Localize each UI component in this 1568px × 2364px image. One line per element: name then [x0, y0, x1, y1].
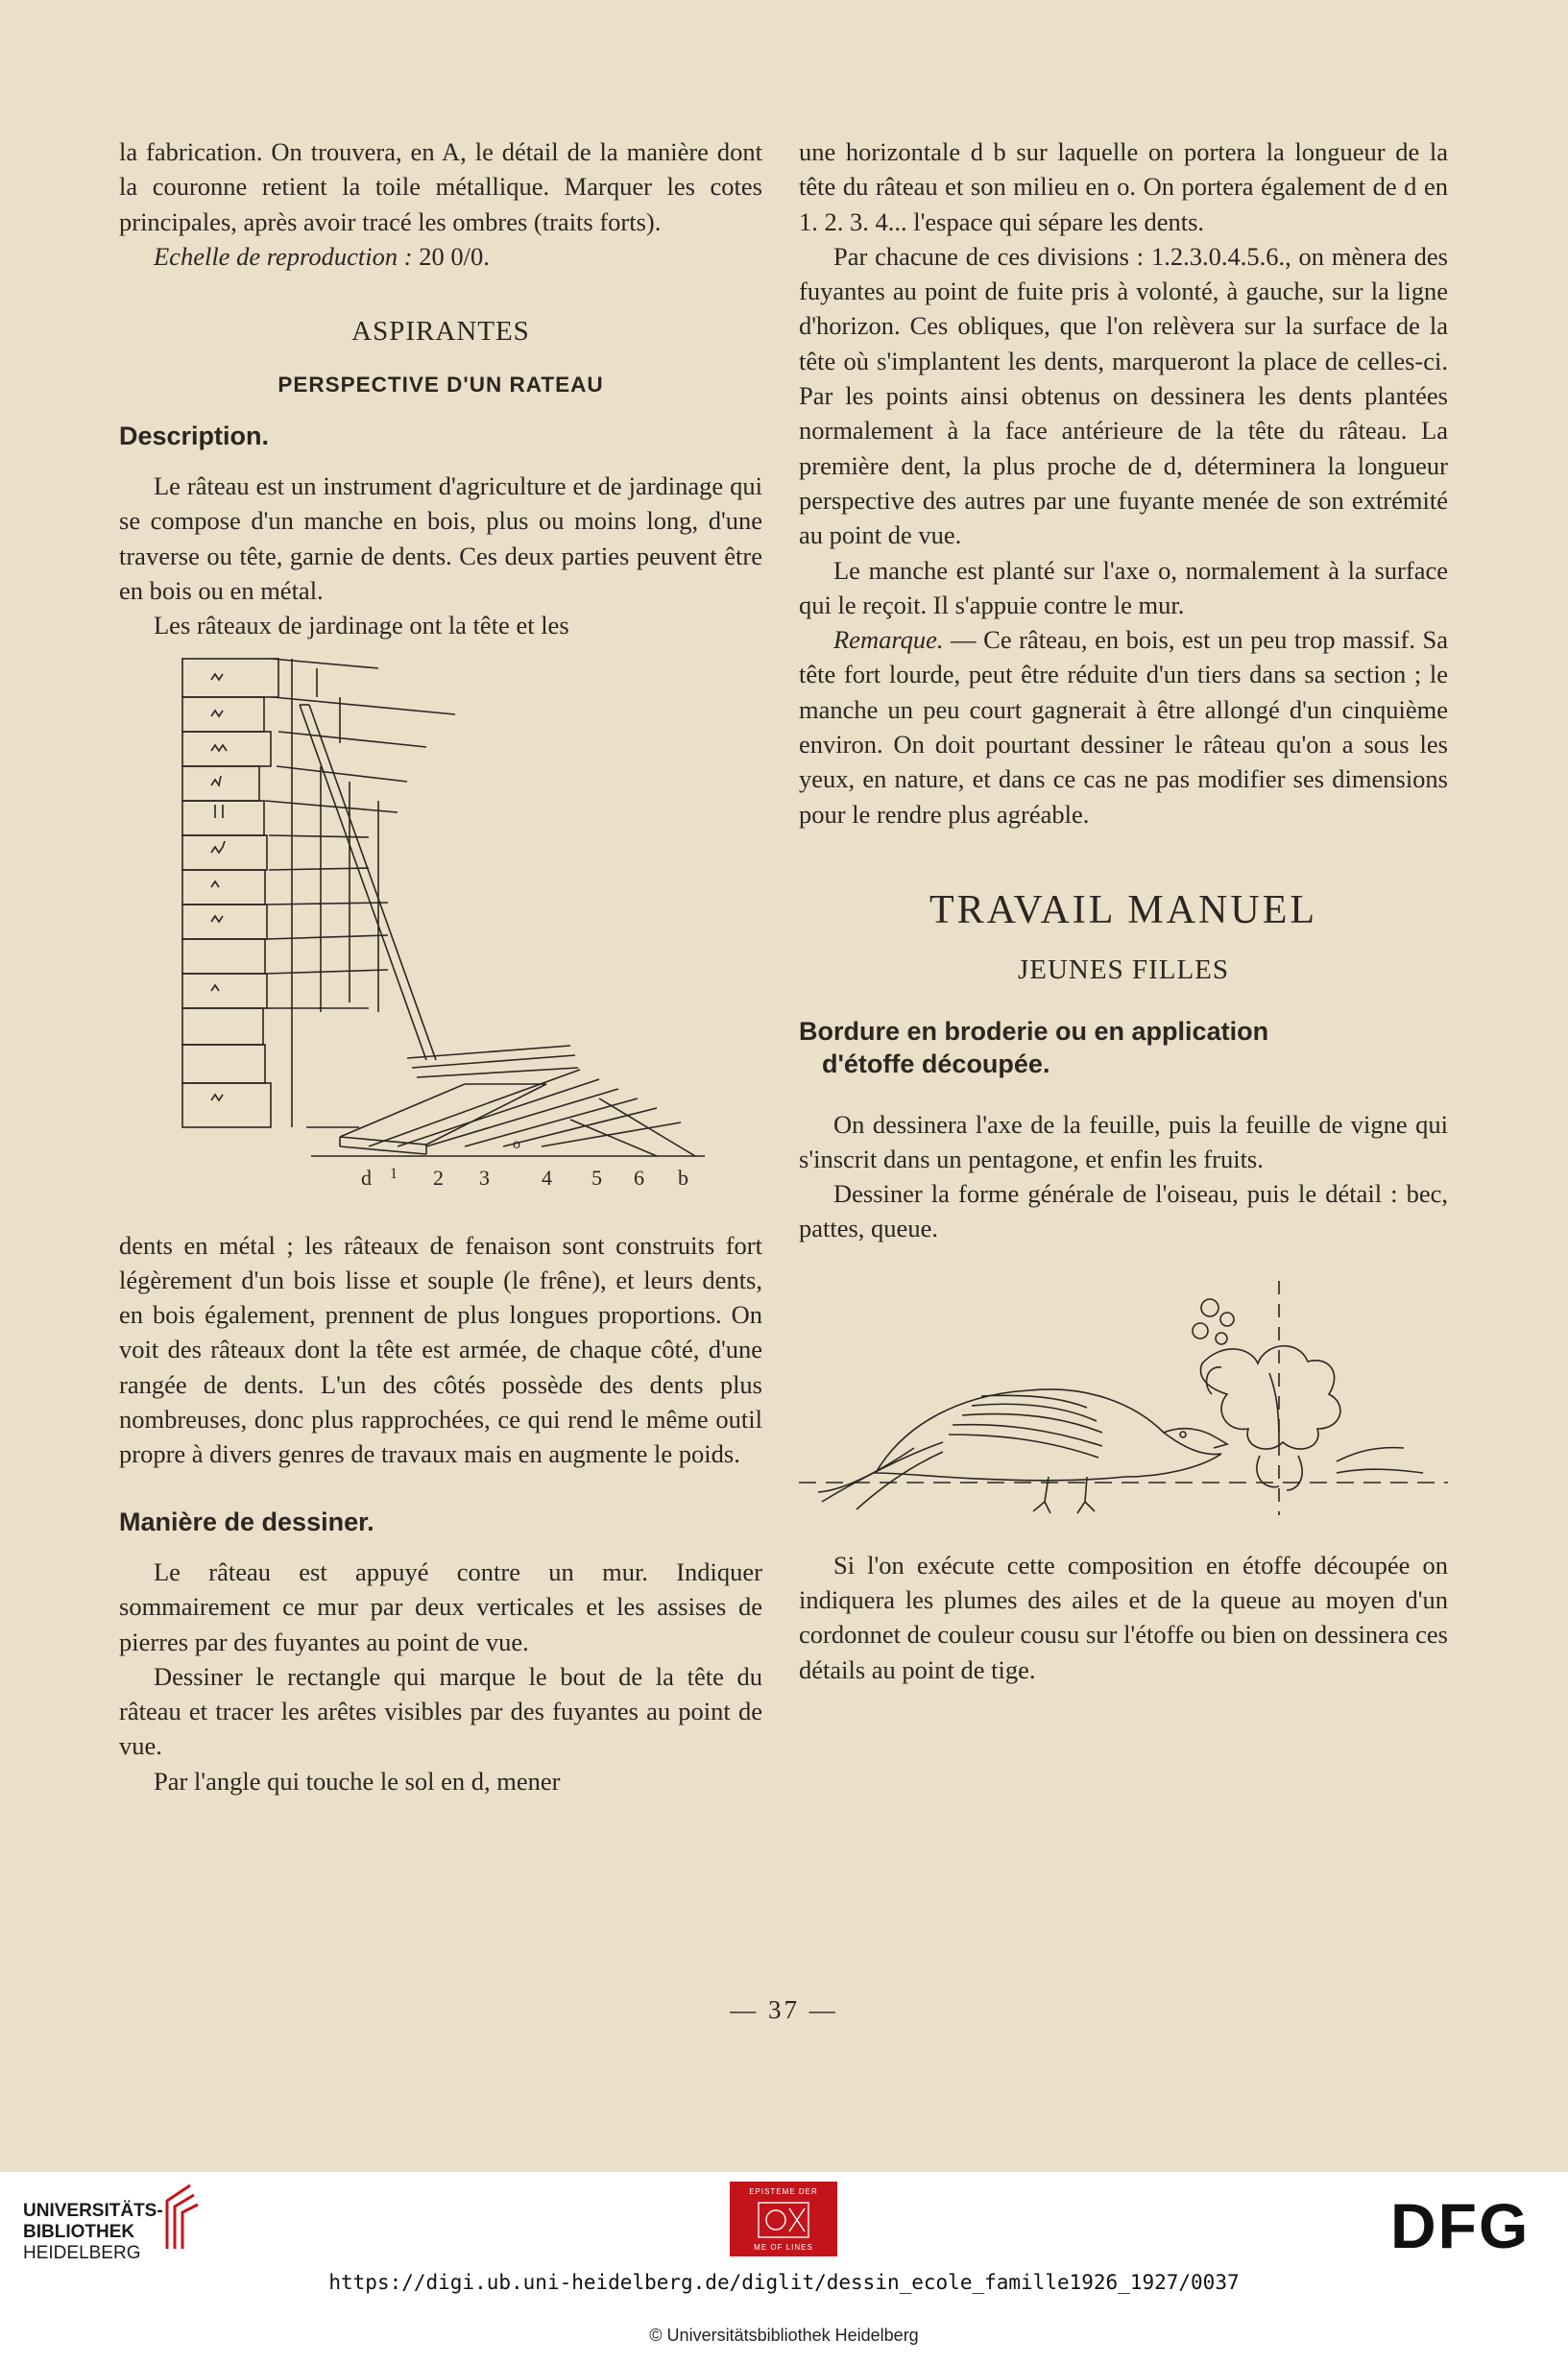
- heading-bordure-line1: Bordure en broderie ou en application: [799, 1016, 1269, 1046]
- ub-logo-line1: UNIVERSITÄTS-: [23, 2201, 163, 2221]
- episteme-logo-line1: EPISTEME DER: [749, 2187, 818, 2196]
- paragraph: Le râteau est appuyé contre un mur. Indiquer sommairement ce mur par deux verticales et les assises de pierres par des fuyantes au point de vue.: [119, 1556, 762, 1656]
- paragraph: Les râteaux de jardinage ont la tête et les: [154, 611, 569, 640]
- heading-perspective: PERSPECTIVE D'UN RATEAU: [277, 373, 604, 398]
- figure-label-5: 5: [591, 1165, 602, 1190]
- paragraph: Si l'on exécute cette composition en étoffe découpée on indiquera les plumes des ailes et de la queue au moyen d'un cordonnet de couleur cousu sur l'étoffe ou bien on dessinera ces détails au point de tige.: [799, 1550, 1448, 1684]
- paragraph: dents en métal ; les râteaux de fenaison sont construits fort légèrement d'un bois lisse et souple (le frêne), et leurs dents, en bois également, prennent de plus longues proportions. On voit des râteaux dont la tête est armée, de chaque côté, d'une rangée de dents. L'un des côtés possède des dents plus nombreuses, donc plus rapprochées, ce qui rend le même outil propre à divers genres de travaux mais en augmente le poids.: [119, 1230, 762, 1469]
- episteme-logo-line2: ME OF LINES: [754, 2243, 813, 2252]
- paragraph: Le manche est planté sur l'axe o, normalement à la surface qui le reçoit. Il s'appuie contre le mur.: [799, 555, 1448, 619]
- permalink-url[interactable]: https://digi.ub.uni-heidelberg.de/diglit/dessin_ecole_famille1926_1927/0037: [328, 2271, 1240, 2294]
- paragraph: Par chacune de ces divisions : 1.2.3.0.4.5.6., on mènera des fuyantes au point de fuite pris à volonté, à gauche, sur la ligne d'horizon. Ces obliques, que l'on relèvera sur la surface de la tête où s'implantent les dents, marqueront la place de celles-ci. Par les points ainsi obtenus on dessinera les dents plantées normalement à la face antérieure de la tête du râteau. La première dent, la plus proche de d, déterminera la longueur perspective des autres par une fuyante menée de son extrémité au point de vue.: [799, 241, 1448, 550]
- figure-label-4: 4: [542, 1165, 552, 1190]
- ub-heidelberg-logo-text[interactable]: [23, 2201, 163, 2264]
- scale-label: Echelle de reproduction :: [154, 241, 413, 271]
- dfg-logo[interactable]: DFG: [1390, 2190, 1531, 2261]
- right-column: [799, 134, 1448, 1687]
- left-column: [119, 134, 762, 1798]
- heading-bordure: [799, 1015, 1448, 1080]
- episteme-logo[interactable]: [730, 2182, 837, 2256]
- paragraph: la fabrication. On trouvera, en A, le détail de la manière dont la couronne retient la toile métallique. Marquer les cotes principales, après avoir tracé les ombres (traits forts).: [119, 137, 762, 236]
- heading-travail-manuel: TRAVAIL MANUEL: [929, 887, 1318, 932]
- figure-label-6: 6: [634, 1165, 644, 1190]
- heading-aspirantes: ASPIRANTES: [351, 316, 530, 348]
- paragraph: Dessiner le rectangle qui marque le bout de la tête du râteau et tracer les arêtes visibles par des fuyantes au point de vue.: [119, 1661, 762, 1761]
- heading-jeunes-filles: JEUNES FILLES: [1017, 954, 1230, 986]
- heading-maniere: Manière de dessiner.: [119, 1507, 374, 1536]
- heading-description: Description.: [119, 421, 270, 450]
- ub-logo-line3: HEIDELBERG: [23, 2243, 141, 2263]
- paragraph: On dessinera l'axe de la feuille, puis la feuille de vigne qui s'inscrit dans un pentagone, et enfin les fruits.: [799, 1109, 1448, 1173]
- figure-label-b: b: [678, 1165, 688, 1190]
- rake-perspective-figure: [119, 647, 762, 1218]
- heading-bordure-line2: d'étoffe découpée.: [822, 1049, 1050, 1078]
- figure-label-1: 1: [390, 1165, 398, 1182]
- page-number: — 37 —: [730, 1995, 838, 2024]
- figure-label-o: o: [513, 1135, 520, 1152]
- remarque-label: Remarque.: [833, 625, 944, 655]
- scale-value: 20 0/0.: [419, 241, 490, 271]
- ub-heidelberg-logo-icon[interactable]: [161, 2182, 200, 2251]
- paragraph-remarque: [799, 622, 1448, 832]
- paragraph: une horizontale d b sur laquelle on portera la longueur de la tête du râteau et son milieu en o. On portera également de d en 1. 2. 3. 4... l'espace qui sépare les dents.: [799, 137, 1448, 236]
- figure-label-d: d: [361, 1165, 372, 1190]
- figure-label-3: 3: [479, 1165, 490, 1190]
- paragraph: Par l'angle qui touche le sol en d, mener: [154, 1766, 561, 1796]
- copyright-notice: © Universitätsbibliothek Heidelberg: [649, 2326, 919, 2345]
- bird-leaf-figure: [799, 1250, 1448, 1538]
- ub-logo-line2: BIBLIOTHEK: [23, 2222, 135, 2242]
- figure-label-2: 2: [433, 1165, 444, 1190]
- remarque-text: — Ce râteau, en bois, est un peu trop massif. Sa tête fort lourde, peut être réduite d'un tiers dans sa section ; le manche un peu court gagnerait à être allongé d'un cinquième environ. On doit pourtant dessiner le râteau qu'on a sous les yeux, en nature, et dans ce cas ne pas modifier ses dimensions pour le rendre plus agréable.: [799, 625, 1448, 829]
- episteme-emblem-icon: [757, 2201, 810, 2239]
- paragraph: Le râteau est un instrument d'agriculture et de jardinage qui se compose d'un manche en bois, plus ou moins long, d'une traverse ou tête, garnie de dents. Ces deux parties peuvent être en bois ou en métal.: [119, 471, 762, 605]
- paragraph: Dessiner la forme générale de l'oiseau, puis le détail : bec, pattes, queue.: [799, 1179, 1448, 1243]
- scale-line: [119, 239, 762, 274]
